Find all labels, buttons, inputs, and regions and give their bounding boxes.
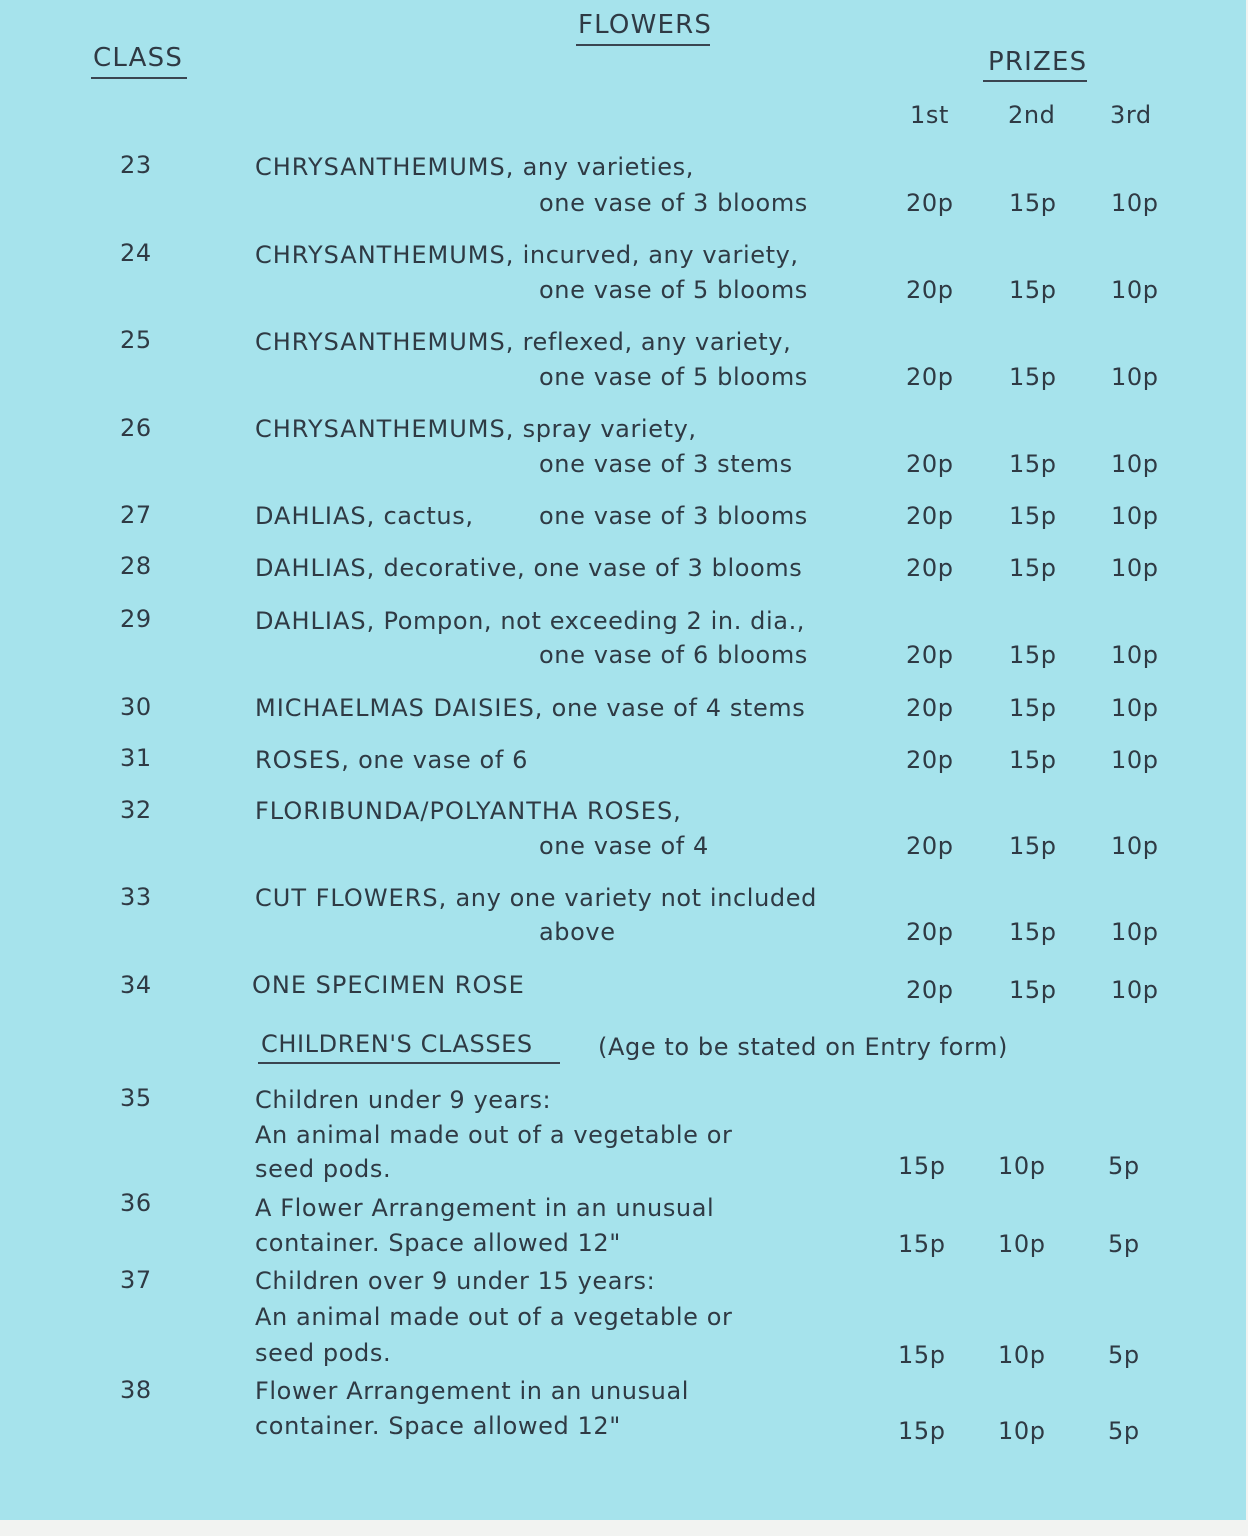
class-text-line: Flower Arrangement in an unusual <box>255 1377 690 1405</box>
class-line-1 <box>255 606 805 636</box>
class-number: 24 <box>120 239 152 267</box>
class-line-1 <box>255 745 528 775</box>
prize-3rd: 10p <box>1111 276 1159 304</box>
prize-3rd: 10p <box>1111 694 1159 722</box>
class-number: 32 <box>120 796 152 824</box>
class-number: 35 <box>120 1084 152 1112</box>
class-text-line: Children under 9 years: <box>255 1086 552 1114</box>
prize-2nd: 15p <box>1009 918 1057 946</box>
prize-1st: 15p <box>898 1341 946 1369</box>
prize-2nd: 15p <box>1009 832 1057 860</box>
prize-3rd: 10p <box>1111 554 1159 582</box>
prize-3rd: 10p <box>1111 450 1159 478</box>
class-line-1 <box>255 240 799 270</box>
class-line-1 <box>255 327 791 357</box>
class-number: 37 <box>120 1266 152 1294</box>
prize-1st: 20p <box>906 502 954 530</box>
class-number: 38 <box>120 1376 152 1404</box>
class-number: 29 <box>120 605 152 633</box>
prize-1st: 20p <box>906 641 954 669</box>
prize-3rd: 5p <box>1108 1417 1140 1445</box>
class-number: 30 <box>120 693 152 721</box>
prize-2nd: 15p <box>1009 554 1057 582</box>
class-text-line: An animal made out of a vegetable or <box>255 1121 733 1149</box>
class-description: Pompon, not exceeding 2 in. dia., <box>383 607 806 635</box>
prizes-heading: PRIZES <box>988 47 1088 77</box>
class-number: 28 <box>120 552 152 580</box>
class-text-line: An animal made out of a vegetable or <box>255 1303 733 1331</box>
prize-1st: 20p <box>906 918 954 946</box>
page-title: FLOWERS <box>578 10 713 40</box>
class-number: 31 <box>120 744 152 772</box>
prize-3rd: 5p <box>1108 1230 1140 1258</box>
class-number: 36 <box>120 1189 152 1217</box>
prize-1st: 20p <box>906 832 954 860</box>
class-text-line: seed pods. <box>255 1339 392 1367</box>
class-description: any one variety not included <box>455 884 817 912</box>
class-heading-underline <box>91 77 187 79</box>
prize-3rd: 10p <box>1111 976 1159 1004</box>
class-name: DAHLIAS, <box>255 607 376 635</box>
prize-3rd: 10p <box>1111 502 1159 530</box>
class-number: 23 <box>120 151 152 179</box>
class-description: one vase of 4 stems <box>551 694 806 722</box>
class-name: ROSES, <box>255 746 350 774</box>
prizes-heading-underline <box>983 80 1087 82</box>
prize-1st: 20p <box>906 554 954 582</box>
prize-column-1st: 1st <box>910 101 949 129</box>
class-number: 27 <box>120 501 152 529</box>
class-name: ONE SPECIMEN ROSE <box>252 971 525 999</box>
class-name: CUT FLOWERS, <box>255 884 448 912</box>
class-number: 33 <box>120 883 152 911</box>
class-name: CHRYSANTHEMUMS, <box>255 328 515 356</box>
childrens-classes-heading: CHILDREN'S CLASSES <box>261 1030 533 1058</box>
class-line-2: one vase of 4 <box>539 832 709 860</box>
class-number: 34 <box>120 971 152 999</box>
class-column-heading: CLASS <box>93 43 184 73</box>
prize-3rd: 5p <box>1108 1152 1140 1180</box>
title-underline <box>576 44 710 46</box>
prize-3rd: 10p <box>1111 189 1159 217</box>
class-line-1 <box>255 414 697 444</box>
class-line-2: above <box>539 918 616 946</box>
prize-column-3rd: 3rd <box>1110 101 1152 129</box>
class-description: one vase of 6 <box>358 746 528 774</box>
class-line-2: one vase of 3 blooms <box>539 502 808 530</box>
class-name: DAHLIAS, <box>255 502 376 530</box>
prize-1st: 15p <box>898 1230 946 1258</box>
class-description: any varieties, <box>522 153 694 181</box>
prize-1st: 20p <box>906 276 954 304</box>
prize-2nd: 15p <box>1009 189 1057 217</box>
class-text-line: A Flower Arrangement in an unusual <box>255 1194 715 1222</box>
prize-3rd: 10p <box>1111 918 1159 946</box>
class-description: decorative, one vase of 3 blooms <box>383 554 803 582</box>
class-line-1 <box>255 553 802 583</box>
prize-1st: 15p <box>898 1417 946 1445</box>
prize-2nd: 10p <box>998 1152 1046 1180</box>
class-name: CHRYSANTHEMUMS, <box>255 241 515 269</box>
prize-1st: 20p <box>906 694 954 722</box>
class-line-1 <box>255 693 805 723</box>
prize-1st: 20p <box>906 450 954 478</box>
prize-2nd: 10p <box>998 1230 1046 1258</box>
class-text-line: container. Space allowed 12" <box>255 1412 621 1440</box>
class-line-2: one vase of 6 blooms <box>539 641 808 669</box>
class-line-1 <box>255 796 682 826</box>
prize-2nd: 10p <box>998 1341 1046 1369</box>
class-name: MICHAELMAS DAISIES, <box>255 694 544 722</box>
class-line-2: one vase of 5 blooms <box>539 276 808 304</box>
class-line-1 <box>255 152 694 182</box>
class-number: 25 <box>120 326 152 354</box>
class-line-1 <box>255 501 474 531</box>
prize-2nd: 15p <box>1009 276 1057 304</box>
class-description: cactus, <box>383 502 474 530</box>
class-name: DAHLIAS, <box>255 554 376 582</box>
class-description: incurved, any variety, <box>522 241 799 269</box>
prize-2nd: 15p <box>1009 502 1057 530</box>
prize-1st: 20p <box>906 976 954 1004</box>
class-text-line: container. Space allowed 12" <box>255 1229 621 1257</box>
prize-2nd: 10p <box>998 1417 1046 1445</box>
prize-2nd: 15p <box>1009 746 1057 774</box>
prize-3rd: 5p <box>1108 1341 1140 1369</box>
class-line-2: one vase of 5 blooms <box>539 363 808 391</box>
class-text-line: Children over 9 under 15 years: <box>255 1267 656 1295</box>
class-name: CHRYSANTHEMUMS, <box>255 153 515 181</box>
class-number: 26 <box>120 414 152 442</box>
prize-2nd: 15p <box>1009 694 1057 722</box>
childrens-classes-note: (Age to be stated on Entry form) <box>598 1033 1008 1061</box>
prize-3rd: 10p <box>1111 641 1159 669</box>
prize-3rd: 10p <box>1111 746 1159 774</box>
class-name: CHRYSANTHEMUMS, <box>255 415 515 443</box>
class-line-2: one vase of 3 blooms <box>539 189 808 217</box>
prize-2nd: 15p <box>1009 641 1057 669</box>
prize-1st: 15p <box>898 1152 946 1180</box>
class-line-1 <box>255 883 817 913</box>
prize-1st: 20p <box>906 746 954 774</box>
class-text-line: seed pods. <box>255 1155 392 1183</box>
prize-column-2nd: 2nd <box>1008 101 1056 129</box>
class-description: spray variety, <box>522 415 697 443</box>
prize-3rd: 10p <box>1111 363 1159 391</box>
prize-2nd: 15p <box>1009 450 1057 478</box>
childrens-heading-underline <box>258 1062 560 1064</box>
prize-1st: 20p <box>906 189 954 217</box>
prize-3rd: 10p <box>1111 832 1159 860</box>
prize-2nd: 15p <box>1009 363 1057 391</box>
prize-1st: 20p <box>906 363 954 391</box>
class-line-2: one vase of 3 stems <box>539 450 793 478</box>
prize-2nd: 15p <box>1009 976 1057 1004</box>
class-name: FLORIBUNDA/POLYANTHA ROSES, <box>255 797 682 825</box>
class-description: reflexed, any variety, <box>522 328 792 356</box>
